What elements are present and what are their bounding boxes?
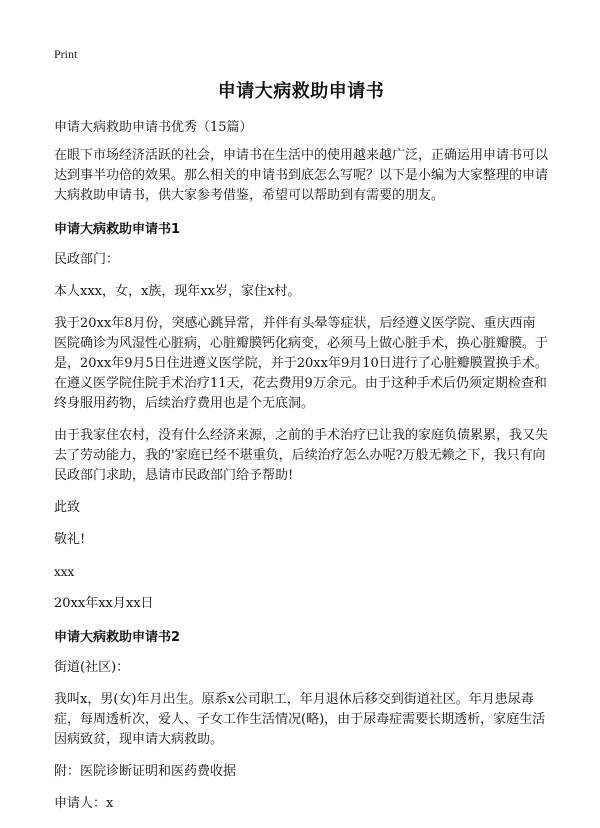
print-label: Print [54,47,78,61]
letter-2-attachment: 附：医院诊断证明和医药费收据 [54,764,237,779]
letter-2-applicant: 申请人：x [54,796,114,811]
letter-1-salutation: 民政部门： [54,252,120,267]
letter-2-salutation: 街道(社区)： [54,660,130,675]
letter-1-closing-1: 此致 [54,500,81,515]
letter-1-paragraph-1: 本人xxx，女，x族，现年xx岁，家住x村。 [54,284,301,299]
letter-1 [54,220,548,614]
letter-2 [54,628,548,814]
letter-2-paragraph-1: 我叫x，男(女)年月出生。原系x公司职工，年月退休后移交到街道社区。年月患尿毒症，每周透析次，爱人、子女工作生活情况(略)，由于尿毒症需要长期透析，家庭生活因病致贫，现申请大病救助。 [54,692,546,747]
letter-1-paragraph-2: 我于20xx年8月份，突感心跳异常，并伴有头晕等症状，后经遵义医学院、重庆西南医院确诊为风湿性心脏病，心脏瓣膜钙化病变，必须马上做心脏手术，换心脏瓣膜。于是，20xx年9月5日住进遵义医学院，并于20xx年9月10日进行了心脏瓣膜置换手术。在遵义医学院住院手术治疗11天，花去费用9万余元。由于这种手术后仍须定期检查和终身服用药物，后续治疗费用也是个无底洞。 [54,316,549,411]
letter-2-heading: 申请大病救助申请书2 [54,630,181,645]
letter-1-paragraph-3: 由于我家住农村，没有什么经济来源，之前的手术治疗已让我的家庭负债累累，我又失去了劳动能力，我的'家庭已经不堪重负，后续治疗怎么办呢?万般无赖之下，我只有向民政部门求助，恳请市民政部门给予帮助! [54,428,549,483]
intro-paragraph: 在眼下市场经济活跃的社会，申请书在生活中的使用越来越广泛，正确运用申请书可以达到事半功倍的效果。那么相关的申请书到底怎么写呢？以下是小编为大家整理的申请大病救助申请书，供大家参考借鉴，希望可以帮助到有需要的朋友。 [54,148,549,203]
document-subtitle: 申请大病救助申请书优秀（15篇） [54,120,253,135]
document-title: 申请大病救助申请书 [217,81,385,102]
letter-1-date: 20xx年xx月xx日 [54,596,154,611]
letter-1-heading: 申请大病救助申请书1 [54,222,181,237]
letter-1-signature: xxx [54,565,75,579]
letter-1-closing-2: 敬礼! [54,532,86,547]
